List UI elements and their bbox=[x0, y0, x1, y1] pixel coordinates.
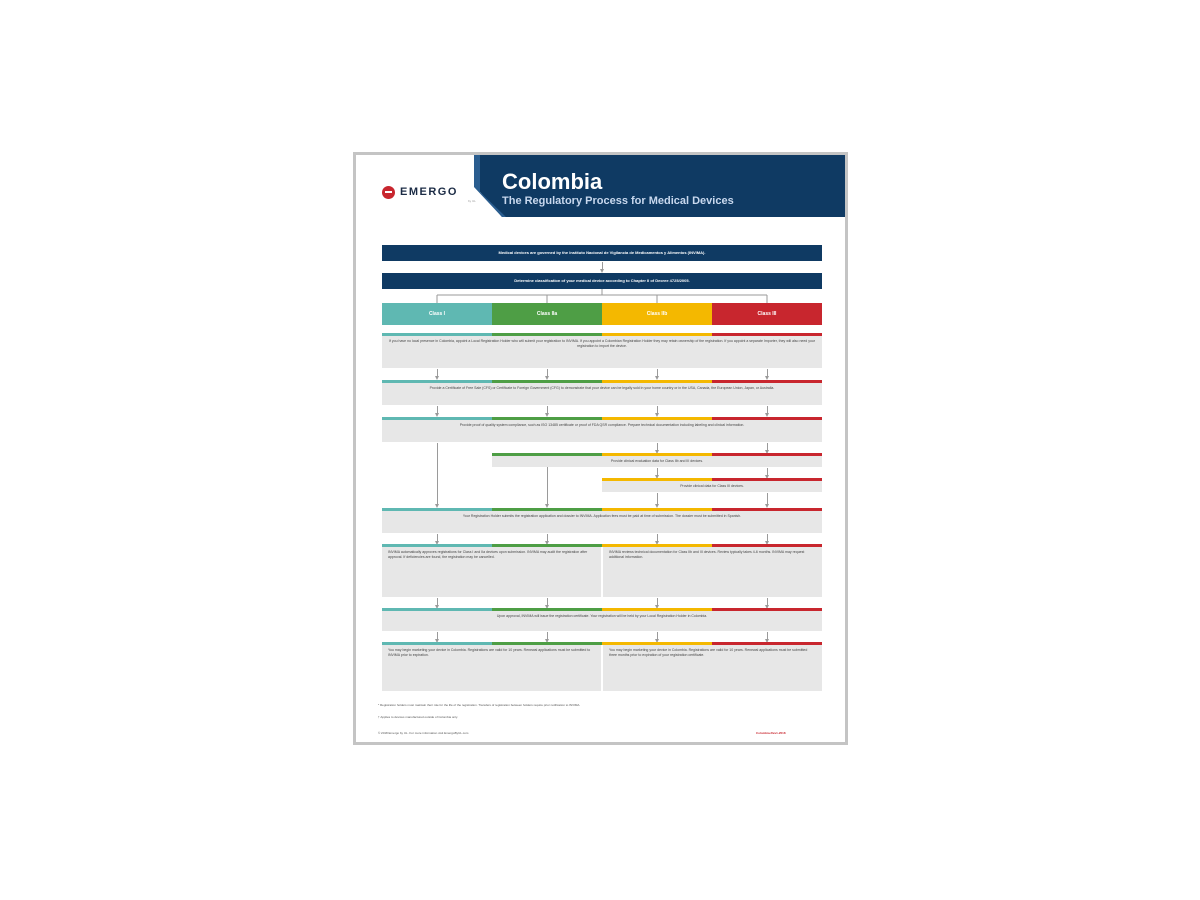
class-iii-header: Class III bbox=[712, 303, 822, 325]
arrow-down-icon bbox=[657, 468, 658, 476]
class-branch-lines bbox=[356, 289, 845, 303]
arrow-down-icon bbox=[547, 406, 548, 414]
arrow-down-icon bbox=[547, 467, 548, 505]
arrow-down-icon bbox=[767, 468, 768, 476]
emergo-logo-icon bbox=[382, 186, 395, 199]
arrow-down-icon bbox=[767, 632, 768, 640]
emergo-logo bbox=[382, 183, 458, 201]
arrow-down-icon bbox=[437, 369, 438, 377]
arrow-down-icon bbox=[547, 598, 548, 606]
arrow-down-icon bbox=[657, 534, 658, 542]
page-title: Colombia bbox=[502, 169, 603, 194]
step-begin-marketing-high-class: You may begin marketing your device in Colombia. Registrations are valid for 10 years. Renewal applications must be submitted three months prior to expiration of your registration certificate. bbox=[603, 645, 822, 691]
arrow-down-icon bbox=[657, 406, 658, 414]
arrow-down-icon bbox=[767, 493, 768, 505]
step-registration-certificate: Upon approval, INVIMA will issue the registration certificate. Your registration will be held by your Local Registration Holder in Colombia. bbox=[382, 611, 822, 631]
step-quality-system: Provide proof of quality system compliance, such as ISO 13485 certificate or proof of FDA QSR compliance. Prepare technical documentation including labeling and clinical information. bbox=[382, 420, 822, 442]
arrow-down-icon bbox=[437, 534, 438, 542]
governance-bar: Medical devices are governed by the Instituto Nacional de Vigilancia de Medicamentos y Alimentos (INVIMA). bbox=[382, 245, 822, 261]
page-subtitle: The Regulatory Process for Medical Devices bbox=[502, 195, 734, 207]
footnote-2: † Applies to devices manufactured outside of Colombia only. bbox=[378, 715, 458, 719]
arrow-down-icon bbox=[437, 632, 438, 640]
step-certificate-free-sale: Provide a Certificate of Free Sale (CFS) or Certificate to Foreign Government (CFG) to demonstrate that your device can be legally sold in your home country or in the USA, Canada, the European Union, Japan, or Australia. bbox=[382, 383, 822, 405]
logo-text: EMERGO bbox=[400, 186, 458, 198]
step-begin-marketing-low-class: You may begin marketing your device in Colombia. Registrations are valid for 10 years. Renewal applications must be submitted to INVIMA prior to expiration. bbox=[382, 645, 601, 691]
arrow-down-icon bbox=[547, 369, 548, 377]
copyright-text: © 2018 Emergo by UL. For more information visit EmergoByUL.com bbox=[378, 731, 469, 735]
class-i-header: Class I bbox=[382, 303, 492, 325]
document-page bbox=[353, 152, 848, 745]
arrow-down-icon bbox=[657, 632, 658, 640]
step-auto-approval: INVIMA automatically approves registrations for Class I and IIa devices upon submission. INVIMA may audit the registration after approval. If deficiencies are found, the registration may be cancelled. bbox=[382, 547, 601, 597]
step-submit-application: Your Registration Holder submits the registration application and dossier to INVIMA. Application fees must be paid at time of submission. The dossier must be submitted in Spanish. bbox=[382, 511, 822, 533]
step-clinical-data: Provide clinical data for Class III devices. bbox=[602, 481, 822, 492]
step-local-registration-holder: If you have no local presence in Colombia, appoint a Local Registration Holder who will submit your registration to INVIMA. If you appoint a Colombian Registration Holder they may retain ownership of the registration. If you appoint a separate Importer, they will also need your registration to import the device. bbox=[382, 336, 822, 368]
arrow-down-icon bbox=[767, 369, 768, 377]
arrow-down-icon bbox=[767, 534, 768, 542]
class-iib-header: Class IIb bbox=[602, 303, 712, 325]
step-clinical-evaluation: Provide clinical evaluation data for Class IIb and III devices. bbox=[492, 456, 822, 467]
arrow-down-icon bbox=[547, 632, 548, 640]
step-technical-review: INVIMA reviews technical documentation for Class IIb and III devices. Review typically takes 4-6 months. INVIMA may request additional information. bbox=[603, 547, 822, 597]
copyright-line bbox=[378, 731, 708, 735]
arrow-down-icon bbox=[657, 369, 658, 377]
footnote-1: * Registration holders must maintain their role for the life of the registration. Transfers of registration between holders require prior notification to INVIMA. bbox=[378, 703, 581, 707]
logo-subtext: by UL bbox=[468, 199, 476, 203]
arrow-down-icon bbox=[547, 534, 548, 542]
arrow-down-icon bbox=[657, 443, 658, 451]
arrow-down-icon bbox=[437, 406, 438, 414]
arrow-down-icon bbox=[657, 493, 658, 505]
arrow-down-icon bbox=[437, 598, 438, 606]
arrow-down-icon bbox=[767, 598, 768, 606]
arrow-down-icon bbox=[767, 443, 768, 451]
arrow-down-icon bbox=[602, 262, 603, 270]
arrow-down-icon bbox=[437, 443, 438, 505]
class-iia-header: Class IIa bbox=[492, 303, 602, 325]
arrow-down-icon bbox=[767, 406, 768, 414]
arrow-down-icon bbox=[657, 598, 658, 606]
page-header bbox=[356, 155, 845, 217]
document-code: Colombia-Rev1-2018 bbox=[756, 731, 786, 735]
classification-bar: Determine classification of your medical device according to Chapter II of Decree 4725/2005. bbox=[382, 273, 822, 289]
